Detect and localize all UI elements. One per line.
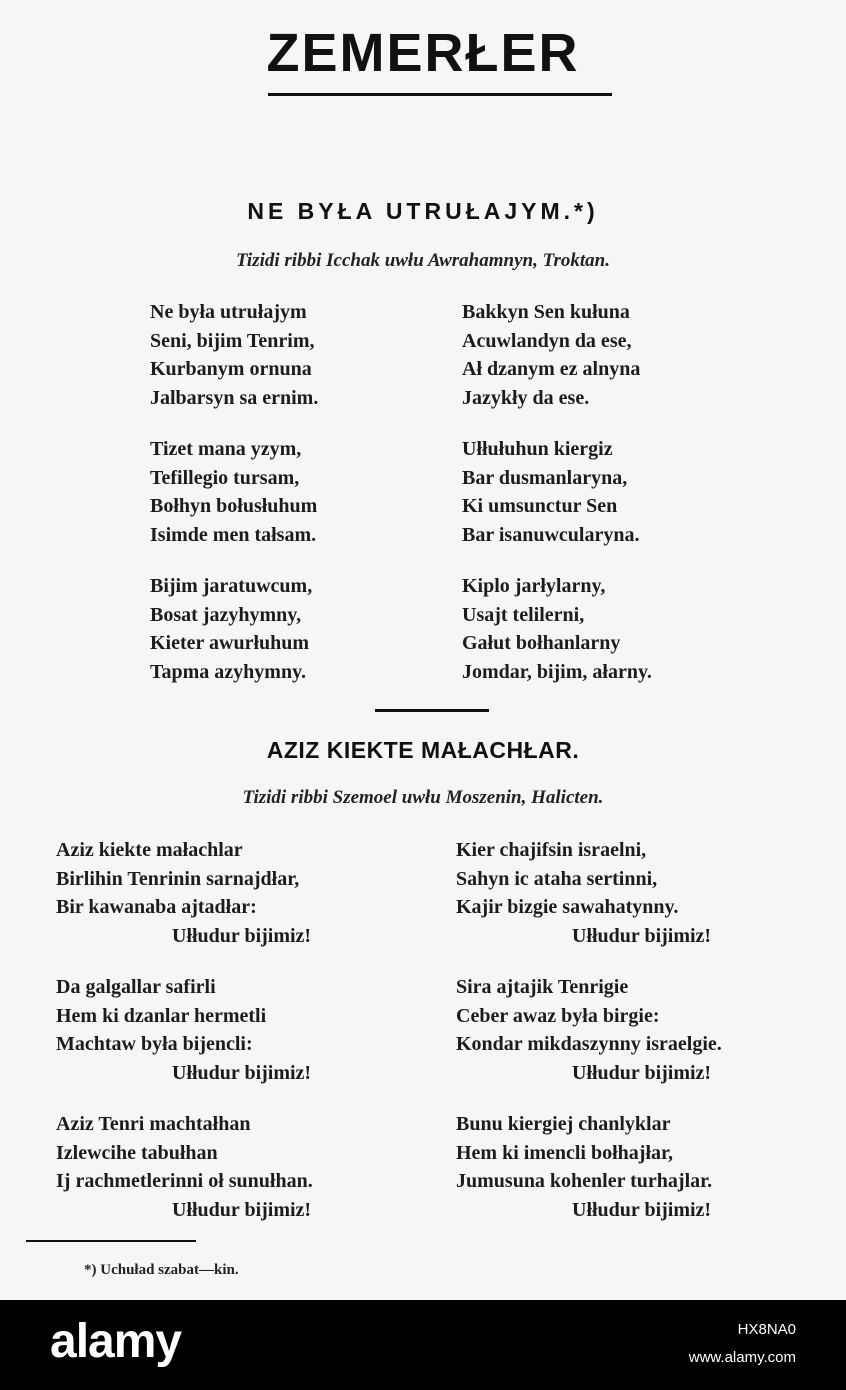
stanza (150, 435, 318, 549)
title-underline (268, 93, 612, 96)
song2-left-column (56, 836, 313, 1224)
refrain-line: Ułłudur bijimiz! (572, 1198, 712, 1221)
song2-title: AZIZ KIEKTE MAŁACHŁAR. (266, 737, 580, 763)
stanza (456, 1110, 722, 1224)
verse-line: Bijim jaratuwcum, (150, 575, 313, 597)
verse-line: Sira ajtajik Tenrigie (456, 976, 629, 998)
verse-line: Kurbanym ornuna (150, 358, 312, 380)
verse-line: Gałut bołhanlarny (462, 632, 621, 654)
verse-line: Ał dzanym ez alnyna (462, 358, 641, 380)
verse-line: Ij rachmetlerinni oł sunułhan. (56, 1170, 313, 1192)
verse-line: Izlewcihe tabułhan (56, 1141, 218, 1164)
page-title: ZEMERŁER (266, 23, 580, 83)
verse-line: Acuwlandyn da ese, (462, 329, 632, 352)
verse-line: Sahyn ic ataha sertinni, (456, 867, 658, 890)
verse-line: Ceber awaz była birgie: (456, 1004, 660, 1027)
song1-title: NE BYŁA UTRUŁAJYM.*) (247, 198, 599, 224)
verse-line: Jazykły da ese. (462, 386, 590, 409)
stanza (462, 435, 652, 549)
verse-line: Bosat jazyhymny, (150, 603, 302, 626)
refrain-line: Ułłudur bijimiz! (172, 924, 312, 947)
footnote-rule (26, 1240, 196, 1242)
stanza (56, 973, 313, 1087)
watermark-url: www.alamy.com (688, 1349, 796, 1366)
verse-line: Tefillegio tursam, (150, 466, 300, 489)
stanza (456, 836, 722, 950)
song1-left-column (150, 298, 318, 686)
refrain-line: Ułłudur bijimiz! (172, 1061, 312, 1084)
refrain-line: Ułłudur bijimiz! (572, 1061, 712, 1084)
verse-line: Kondar mikdaszynny israelgie. (456, 1033, 722, 1055)
verse-line: Aziz Tenri machtałhan (56, 1113, 251, 1135)
verse-line: Kiplo jarłylarny, (462, 575, 606, 597)
refrain-line: Ułłudur bijimiz! (172, 1198, 312, 1221)
verse-line: Tapma azyhymny. (150, 660, 306, 683)
verse-line: Birlihin Tenrinin sarnajdłar, (56, 867, 300, 890)
verse-line: Ne była utrułajym (150, 301, 307, 323)
verse-line: Ułłułuhun kiergiz (462, 438, 613, 460)
verse-line: Aziz kiekte małachlar (56, 839, 243, 861)
stanza (456, 973, 722, 1087)
verse-line: Usajt telilerni, (462, 603, 585, 626)
section-divider (375, 709, 489, 712)
stanza (56, 1110, 313, 1224)
verse-line: Kieter awurłuhum (150, 632, 310, 654)
verse-line: Seni, bijim Tenrim, (150, 329, 315, 352)
verse-line: Isimde men tałsam. (150, 523, 317, 546)
stanza (462, 298, 652, 412)
verse-line: Kajir bizgie sawahatynny. (456, 896, 679, 918)
song2-right-column (456, 836, 722, 1224)
verse-line: Bunu kiergiej chanlyklar (456, 1113, 671, 1135)
verse-line: Machtaw była bijencli: (56, 1033, 253, 1055)
verse-line: Hem ki imencli bołhajłar, (456, 1141, 674, 1164)
watermark-image-id: HX8NA0 (737, 1321, 796, 1338)
song1-right-column (462, 298, 652, 686)
verse-line: Jumusuna kohenler turhajlar. (456, 1170, 713, 1192)
refrain-line: Ułłudur bijimiz! (572, 924, 712, 947)
verse-line: Jomdar, bijim, ałarny. (462, 660, 652, 683)
stanza (150, 298, 318, 412)
song1-byline: Tizidi ribbi Icchak uwłu Awrahamnyn, Troktan. (236, 250, 610, 271)
song2-byline: Tizidi ribbi Szemoel uwłu Moszenin, Halicten. (242, 787, 604, 808)
verse-line: Tizet mana yzym, (150, 438, 302, 460)
verse-line: Bar isanuwcularyna. (462, 523, 640, 546)
verse-line: Bar dusmanlaryna, (462, 466, 628, 489)
verse-line: Ki umsunctur Sen (462, 495, 618, 517)
verse-line: Jalbarsyn sa ernim. (150, 386, 319, 409)
stanza (462, 572, 652, 686)
verse-line: Hem ki dzanlar hermetli (56, 1004, 267, 1027)
stanza (56, 836, 313, 950)
verse-line: Bir kawanaba ajtadłar: (56, 896, 257, 918)
verse-line: Da galgallar safirli (56, 976, 216, 998)
watermark-logo: alamy (50, 1315, 182, 1368)
stanza (150, 572, 318, 686)
verse-line: Bołhyn bołusłuhum (150, 495, 318, 517)
verse-line: Bakkyn Sen kułuna (462, 301, 630, 323)
verse-line: Kier chajifsin israelni, (456, 839, 647, 861)
footnote: *) Uchuład szabat—kin. (84, 1262, 239, 1278)
